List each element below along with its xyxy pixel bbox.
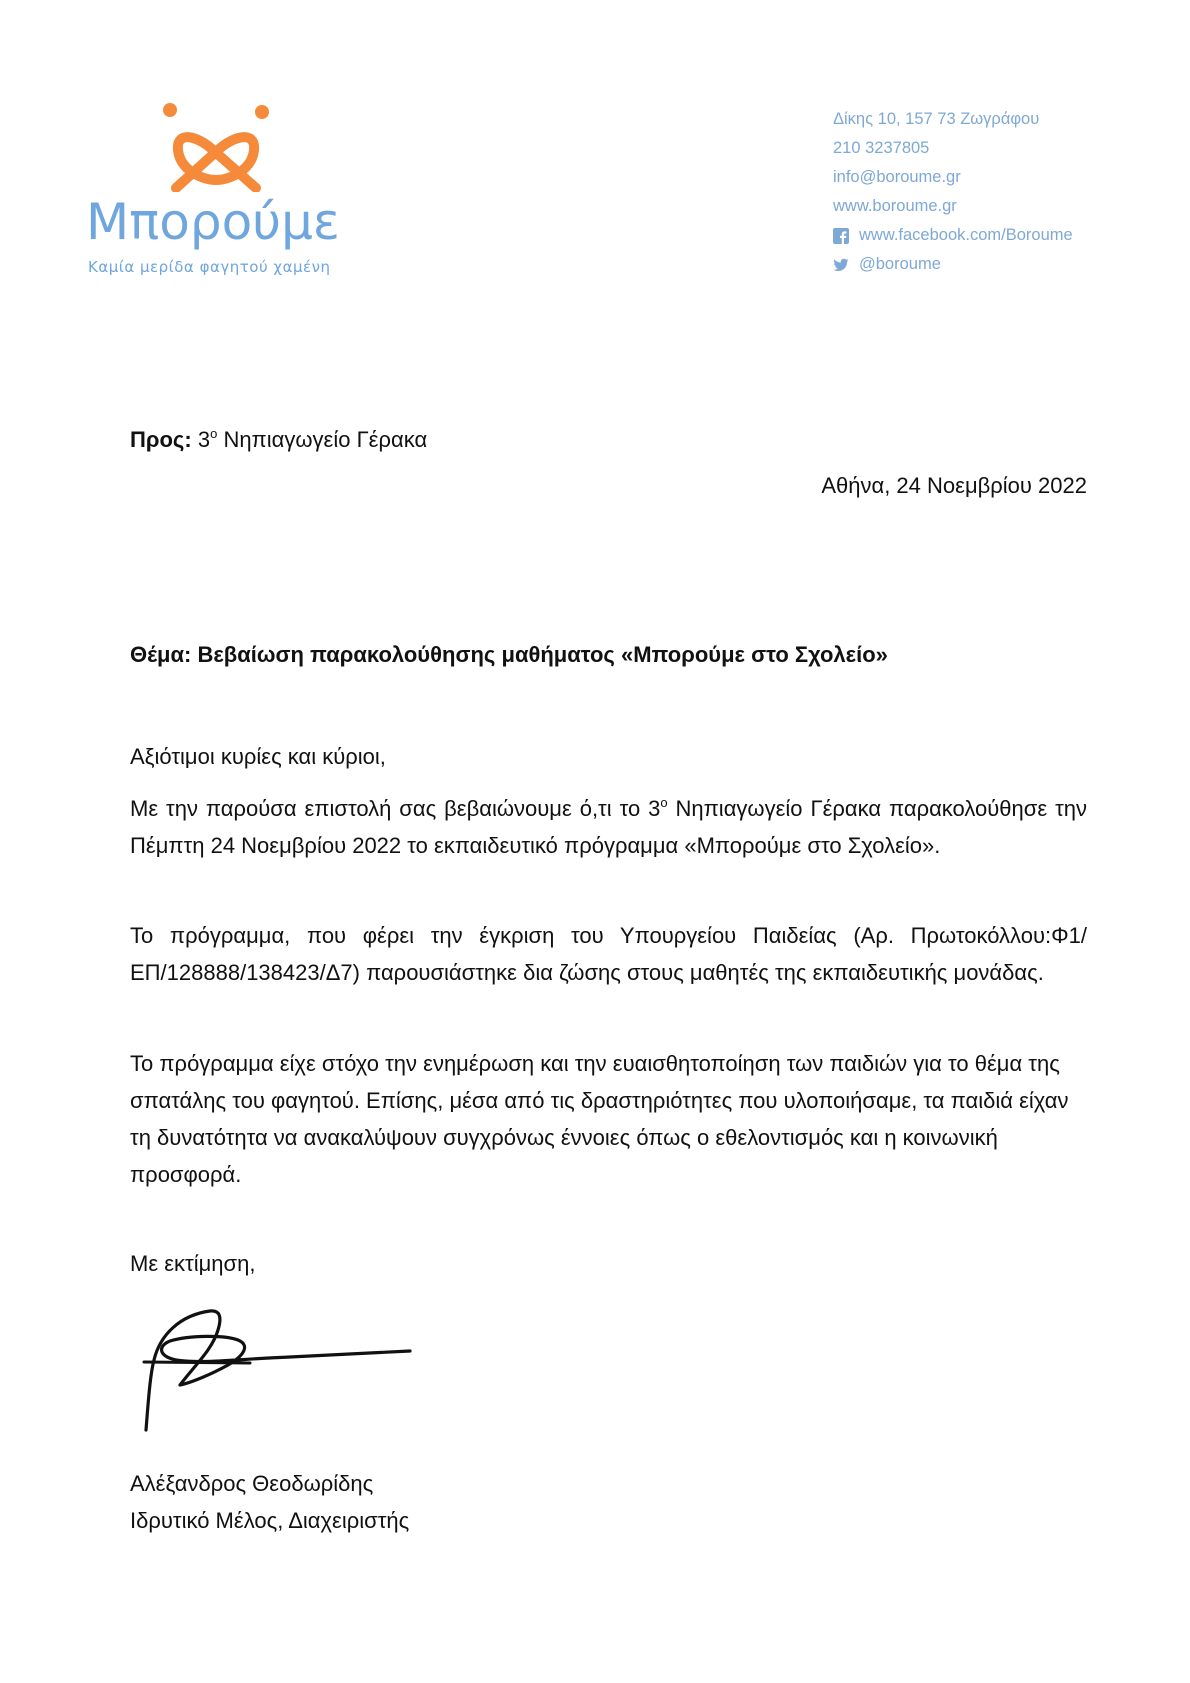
paragraph-3: Το πρόγραμμα είχε στόχο την ενημέρωση και την ευαισθητοποίηση των παιδιών για το θέμα της σπατάλης του φαγητού. Επίσης, μέσα από τις δραστηριότητες που υλοποιήσαμε, τα παιδιά είχαν τη δυνατότητα να ανακαλύψουν συγχρόνως έννοιες όπως ο εθελοντισμός και η κοινωνική προσφορά. [130,1051,1069,1187]
letter-greeting: Αξιότιμοι κυρίες και κύριοι, [130,744,386,769]
signer-role: Ιδρυτικό Μέλος, Διαχειριστής [130,1508,410,1533]
contact-website[interactable] [833,192,1073,221]
contact-email[interactable] [833,163,1073,192]
paragraph-1-part-a: Με την παρούσα επιστολή σας βεβαιώνουμε ό,τι το 3 [130,796,661,821]
recipient-number: 3 [197,427,211,452]
facebook-link[interactable]: www.facebook.com/Boroume [859,226,1073,244]
organization-tagline: Καμία μερίδα φαγητού χαμένη [88,258,331,276]
paragraph-2: Το πρόγραμμα, που φέρει την έγκριση του Υπουργείου Παιδείας (Αρ. Πρωτοκόλλου:Φ1/ΕΠ/128888/138423/Δ7) παρουσιάστηκε δια ζώσης στους μαθητές της εκπαιδευτικής μονάδας. [130,923,1087,985]
paragraph-1-superscript: ο [660,795,668,810]
email-link[interactable]: info@boroume.gr [833,168,961,186]
contact-phone [833,134,1073,163]
letter-date: Αθήνα, 24 Νοεμβρίου 2022 [821,473,1087,498]
paragraph-1 [130,790,1087,864]
letter-subject: Θέμα: Βεβαίωση παρακολούθησης μαθήματος «Μπορούμε στο Σχολείο» [130,642,888,667]
contact-address [833,105,1073,134]
recipient-label: Προς: [130,427,192,452]
paragraph-1-part-b: Νηπιαγωγείο Γέρακα παρακολούθησε την Πέμπτη 24 Νοεμβρίου 2022 το εκπαιδευτικό πρόγραμμα «Μπορούμε στο Σχολείο». [130,796,1087,858]
recipient-line [130,421,427,458]
address-text: Δίκης 10, 157 73 Ζωγράφου [833,110,1040,128]
contact-info [833,105,1073,279]
pretzel-logo-icon [158,100,273,192]
letter-closing: Με εκτίμηση, [130,1251,256,1276]
website-link[interactable]: www.boroume.gr [833,197,957,215]
contact-facebook[interactable] [833,221,1073,250]
recipient-superscript: ο [210,426,218,441]
facebook-icon [833,228,849,244]
handwritten-signature-icon [140,1305,450,1435]
signer-name: Αλέξανδρος Θεοδωρίδης [130,1471,374,1496]
twitter-handle[interactable]: @boroume [859,255,941,273]
phone-text: 210 3237805 [833,139,930,157]
twitter-icon [833,257,849,273]
organization-logo [86,100,346,285]
organization-name: Μπορούμε [86,193,340,251]
recipient-name: Νηπιαγωγείο Γέρακα [223,427,428,452]
contact-twitter[interactable] [833,250,1073,279]
